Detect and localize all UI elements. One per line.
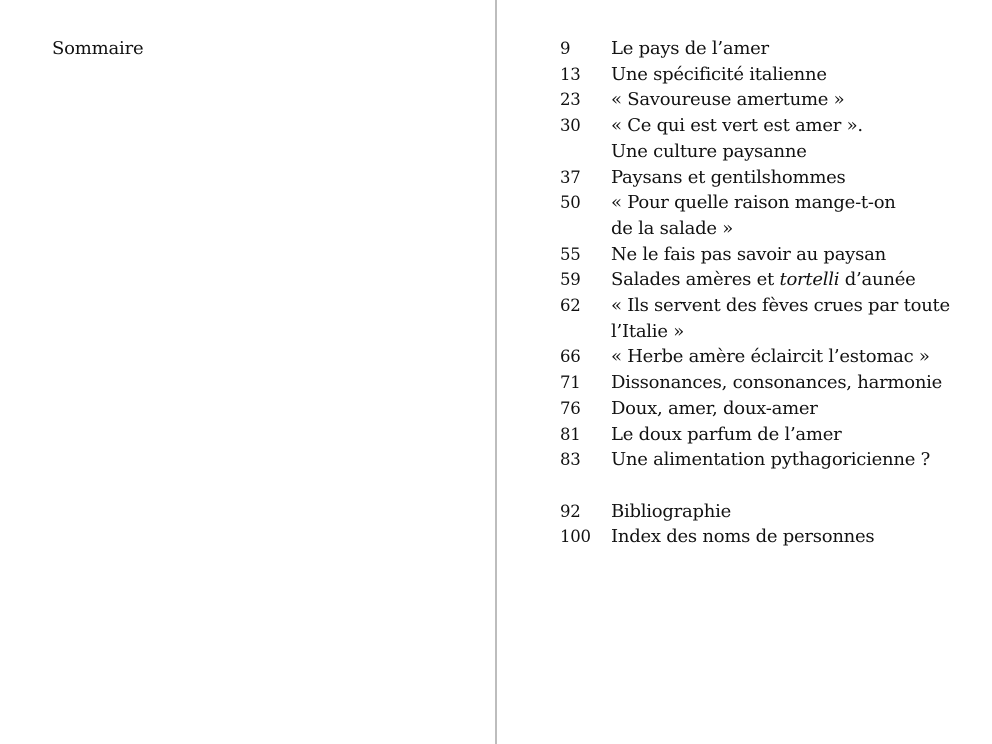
toc-title-line: Une spécificité italienne: [611, 63, 827, 85]
toc-entry[interactable]: [560, 190, 980, 241]
toc-page-number: 23: [560, 90, 581, 110]
toc-page-number: 59: [560, 270, 581, 290]
toc-entry-back-matter[interactable]: [560, 524, 980, 550]
toc-entry[interactable]: [560, 370, 980, 396]
toc-title-line: Bibliographie: [611, 500, 731, 522]
toc-title-line: Une alimentation pythagoricienne ?: [611, 449, 930, 471]
toc-title-line: « Pour quelle raison mange-t-on: [611, 192, 896, 214]
toc-page-number: 37: [560, 167, 581, 187]
toc-entry[interactable]: [560, 113, 980, 164]
toc-page-number: 13: [560, 64, 581, 84]
toc-page-number: 55: [560, 244, 581, 264]
toc-title-line: Paysans et gentilshommes: [611, 166, 846, 188]
toc-page-number: 81: [560, 424, 581, 444]
toc-page-number: 76: [560, 398, 581, 418]
toc-title-line: « Savoureuse amertume »: [611, 89, 845, 111]
toc-title: [611, 267, 980, 293]
toc-title-line: Une culture paysanne: [611, 140, 807, 162]
toc-title: [611, 62, 980, 88]
toc-title-line: « Herbe amère éclaircit l’estomac »: [611, 346, 930, 368]
toc-title-text: d’aunée: [839, 269, 916, 291]
toc-entry[interactable]: [560, 165, 980, 191]
toc-title-line: « Ce qui est vert est amer ».: [611, 115, 863, 137]
toc-title: [611, 422, 980, 448]
toc-title-line: Ne le fais pas savoir au paysan: [611, 243, 886, 265]
toc-title-italic: tortelli: [779, 269, 840, 291]
toc-section-gap: [560, 473, 980, 499]
toc-title-line: Dissonances, consonances, harmonie: [611, 372, 943, 394]
toc-title-line: de la salade »: [611, 217, 733, 239]
toc-title: [611, 113, 980, 164]
toc-title: [611, 524, 980, 550]
toc-title: [611, 344, 980, 370]
toc-entry-back-matter[interactable]: [560, 499, 980, 525]
toc-title: [611, 293, 980, 344]
toc-title-line: Le pays de l’amer: [611, 38, 769, 59]
toc-entry[interactable]: [560, 396, 980, 422]
toc-title: [611, 87, 980, 113]
toc-page-number: 71: [560, 373, 581, 393]
toc-page-number: 92: [560, 501, 581, 521]
toc-title: [611, 370, 980, 396]
toc-page-number: 30: [560, 116, 581, 136]
toc-title: [611, 36, 980, 62]
toc-page-number: 100: [560, 527, 591, 547]
toc-page-number: 83: [560, 450, 581, 470]
toc-title-text: Salades amères et: [611, 269, 780, 291]
toc-title-line: Doux, amer, doux-amer: [611, 397, 818, 419]
toc-title: [611, 396, 980, 422]
table-of-contents: [560, 36, 980, 550]
toc-entry[interactable]: [560, 242, 980, 268]
toc-page-number: 50: [560, 193, 581, 213]
toc-title-line: « Ils servent des fèves crues par toute: [611, 295, 950, 317]
toc-title-line: Le doux parfum de l’amer: [611, 423, 842, 445]
toc-title: [611, 242, 980, 268]
toc-entry[interactable]: [560, 267, 980, 293]
toc-page-number: 9: [560, 39, 571, 58]
toc-entry[interactable]: [560, 344, 980, 370]
toc-entry[interactable]: [560, 447, 980, 473]
toc-entry[interactable]: [560, 422, 980, 448]
toc-entry[interactable]: [560, 36, 980, 62]
right-page: [497, 0, 992, 744]
toc-page-number: 62: [560, 296, 581, 316]
toc-entry[interactable]: [560, 293, 980, 344]
toc-entry[interactable]: [560, 62, 980, 88]
toc-title: [611, 165, 980, 191]
toc-title-line: [611, 267, 980, 293]
toc-entry[interactable]: [560, 87, 980, 113]
toc-title: [611, 447, 980, 473]
toc-title: [611, 499, 980, 525]
toc-title-line: l’Italie »: [611, 320, 684, 342]
toc-title: [611, 190, 980, 241]
toc-page-number: 66: [560, 347, 581, 367]
page-heading: Sommaire: [52, 38, 144, 59]
toc-title-line: Index des noms de personnes: [611, 526, 875, 548]
